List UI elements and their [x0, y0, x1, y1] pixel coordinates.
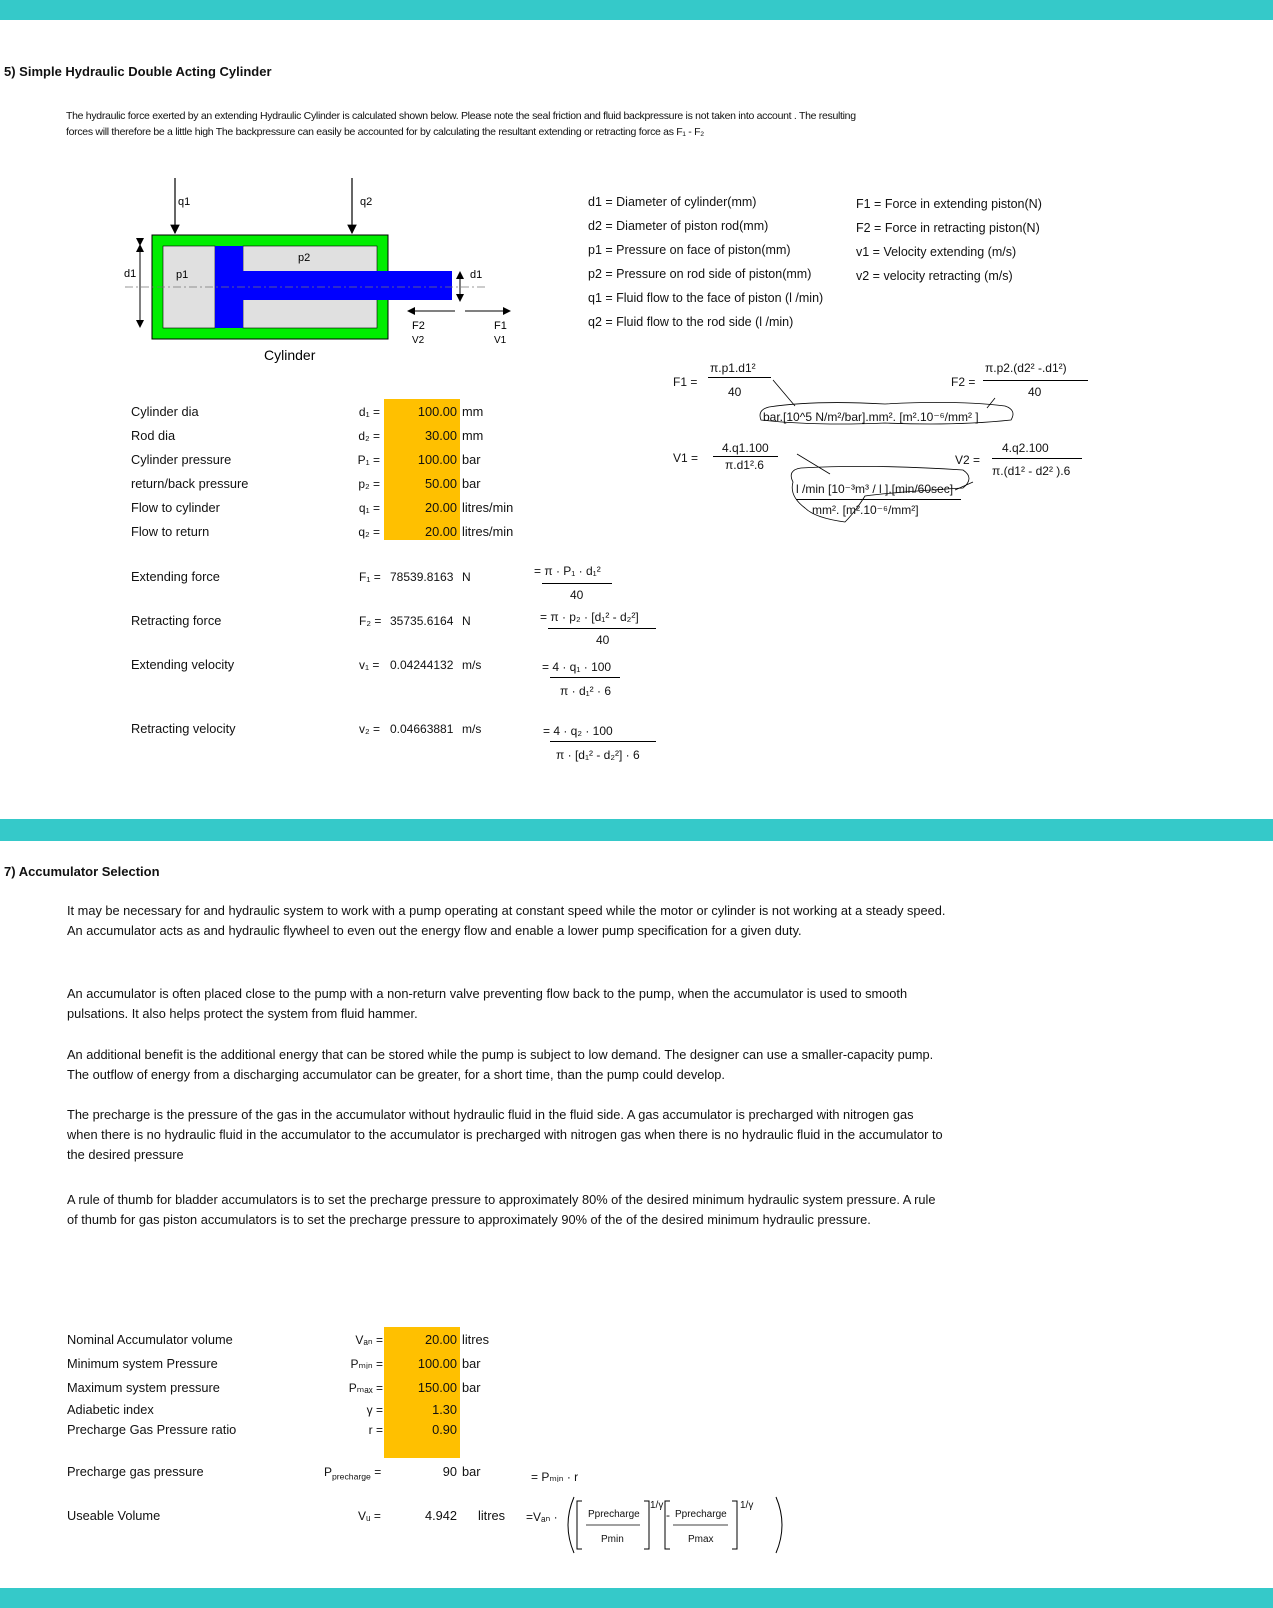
f1-den: 40 [728, 385, 742, 399]
q1-label: q1 [178, 196, 191, 208]
flow-to-cylinder-value[interactable]: 20.00 [424, 500, 457, 515]
f2-lhs: F2 = [951, 375, 976, 389]
input-label: Cylinder pressure [131, 452, 232, 467]
input-unit: mm [462, 428, 484, 443]
unit-note-1: bar.[10^5 N/m²/bar].mm². [m².10⁻⁶/mm² ] [763, 410, 979, 424]
v1-num: 4.q1.100 [722, 441, 769, 455]
section-7-title: 7) Accumulator Selection [4, 864, 160, 879]
d1-label-left: d1 [124, 268, 137, 280]
result-symbol: v₂ = [359, 722, 380, 736]
input-symbol: γ = [366, 1403, 383, 1417]
unit-note-2-den: mm². [m².10⁻⁶/mm²] [812, 503, 919, 517]
cylinder-pressure-value[interactable]: 100.00 [417, 452, 457, 467]
input-unit: bar [462, 476, 481, 491]
max-pressure-value[interactable]: 150.00 [417, 1380, 457, 1395]
paragraph: An additional benefit is the additional energy that can be stored while the pump is subject to low demand. The designer can use a smaller-capacity pump. The outflow of energy from a discharging accumulator can be greater, for a short time, than the pump could develop. [67, 1047, 934, 1082]
useable-volume-label: Useable Volume [67, 1508, 161, 1523]
result-label: Extending force [131, 569, 220, 584]
bottom-band [0, 1588, 1273, 1608]
input-label: Maximum system pressure [67, 1380, 220, 1395]
f1-num: π.p1.d1² [710, 361, 756, 375]
top-band [0, 0, 1273, 20]
v2-den: π.(d1² - d2² ).6 [992, 464, 1071, 478]
extending-velocity-value: 0.04244132 [390, 658, 454, 672]
adiabatic-index-value[interactable]: 1.30 [432, 1402, 457, 1417]
result-formula-den: 40 [596, 633, 610, 647]
input-label: Adiabetic index [67, 1402, 154, 1417]
q2-label: q2 [360, 196, 373, 208]
input-symbol: q₁ = [358, 501, 380, 515]
formula-exp-2: 1/γ [740, 1500, 754, 1511]
unit-note-2-num: l /min [10⁻³m³ / l ].[min/60sec] [796, 482, 954, 496]
v2-num: 4.q2.100 [1002, 441, 1049, 455]
precharge-symbol: $P_{precharge}$ = [324, 1465, 382, 1482]
precharge-value: 90 [442, 1464, 457, 1479]
legend-item: F1 = Force in extending piston(N) [856, 197, 1042, 211]
section-5-intro-line-1: The hydraulic force exerted by an extending Hydraulic Cylinder is calculated shown below. Please note the seal friction and fluid backpressure is not taken into account . The resulting [66, 110, 856, 122]
input-symbol: r = [368, 1423, 383, 1437]
formula-lead: =Vₐₙ · [526, 1510, 558, 1524]
input-symbol: Pₘₐₓ = [348, 1381, 383, 1395]
precharge-label: Precharge gas pressure [67, 1464, 204, 1479]
section-5-title: 5) Simple Hydraulic Double Acting Cylinder [4, 64, 272, 79]
input-symbol: q₂ = [358, 525, 380, 539]
v2-label: V2 [412, 335, 425, 346]
result-symbol: v₁ = [359, 658, 380, 672]
back-pressure-value[interactable]: 50.00 [424, 476, 457, 491]
paragraph: A rule of thumb for bladder accumulators is to set the precharge pressure to approximately 80% of the desired minimum hydraulic system pressure. A rule of thumb for gas piston accumulators is to set the precharge pressure to approximately 90% of the of the desired minimum hydraulic pressure. [67, 1192, 936, 1227]
result-formula-num: = π · P₁ · d₁² [534, 564, 601, 578]
f1-label: F1 [494, 320, 507, 332]
input-unit: mm [462, 404, 484, 419]
cylinder-dia-value[interactable]: 100.00 [417, 404, 457, 419]
legend-item: q2 = Fluid flow to the rod side (l /min) [588, 315, 794, 329]
precharge-formula: = Pₘᵢₙ · r [531, 1470, 579, 1484]
formula-den-1: Pmin [601, 1534, 624, 1545]
input-symbol: Vₐₙ = [355, 1333, 383, 1347]
f2-num: π.p2.(d2² -.d1²) [985, 361, 1067, 375]
input-symbol: P₁ = [357, 453, 380, 467]
result-formula-den: π · d₁² · 6 [560, 684, 611, 698]
extending-force-value: 78539.8163 [390, 570, 454, 584]
input-unit: litres [462, 1332, 490, 1347]
v1-label: V1 [494, 335, 507, 346]
v1-den: π.d1².6 [725, 458, 764, 472]
cylinder-caption: Cylinder [264, 347, 316, 363]
legend-item: F2 = Force in retracting piston(N) [856, 221, 1040, 235]
precharge-unit: bar [462, 1464, 481, 1479]
f2-den: 40 [1028, 385, 1042, 399]
paragraph: An accumulator is often placed close to the pump with a non-return valve preventing flow back to the pump, when the accumulator is used to smooth pulsations. It also helps protect the system from fluid hammer. [67, 986, 908, 1021]
flow-to-return-value[interactable]: 20.00 [424, 524, 457, 539]
input-label: Flow to return [131, 524, 210, 539]
result-symbol: F₁ = [359, 570, 381, 584]
input-unit: bar [462, 1380, 481, 1395]
input-label: Cylinder dia [131, 404, 199, 419]
legend-item: q1 = Fluid flow to the face of piston (l /min) [588, 291, 824, 305]
p1-label: p1 [176, 269, 189, 281]
result-formula-num: = π · p₂ · [d₁² - d₂²] [540, 610, 639, 624]
input-label: Flow to cylinder [131, 500, 220, 515]
input-label: Precharge Gas Pressure ratio [67, 1422, 237, 1437]
v1-lhs: V1 = [673, 451, 699, 465]
result-label: Extending velocity [131, 657, 235, 672]
f1-lhs: F1 = [673, 375, 698, 389]
input-unit: bar [462, 452, 481, 467]
result-unit: m/s [462, 722, 482, 736]
useable-volume-value: 4.942 [424, 1508, 457, 1523]
legend-item: v1 = Velocity extending (m/s) [856, 245, 1017, 259]
precharge-ratio-value[interactable]: 0.90 [432, 1422, 457, 1437]
result-formula-den: π · [d₁² - d₂²] · 6 [556, 748, 640, 762]
input-label: Minimum system Pressure [67, 1356, 218, 1371]
cylinder-diagram [110, 175, 540, 375]
middle-band [0, 819, 1273, 841]
input-symbol: d₂ = [358, 429, 380, 443]
formula-minus: - [666, 1508, 670, 1522]
input-label: Rod dia [131, 428, 176, 443]
retracting-velocity-value: 0.04663881 [390, 722, 454, 736]
result-unit: m/s [462, 658, 482, 672]
formula-num-2: Pprecharge [675, 1509, 727, 1520]
input-label: return/back pressure [131, 476, 249, 491]
piston-rod [243, 271, 452, 300]
section-5-intro-line-2: forces will therefore be a little high The backpressure can easily be accounted for by calculating the resultant extending or retracting force as F₁ - F₂ [66, 126, 704, 138]
retracting-force-value: 35735.6164 [390, 614, 454, 628]
legend-item: p2 = Pressure on rod side of piston(mm) [588, 267, 812, 281]
d1-label-rod: d1 [470, 269, 483, 281]
rod-dia-value[interactable]: 30.00 [424, 428, 457, 443]
result-unit: N [462, 614, 471, 628]
legend-item: d1 = Diameter of cylinder(mm) [588, 195, 757, 209]
input-unit: litres/min [462, 500, 514, 515]
result-formula-num: = 4 · q₂ · 100 [543, 724, 613, 738]
paragraph: The precharge is the pressure of the gas in the accumulator without hydraulic fluid in the fluid side. A gas accumulator is precharged with nitrogen gas when there is no hydraulic fluid in the accumulator to the accumulator is precharged with nitrogen gas when there is no hydraulic fluid in the accumulator to the desired pressure [67, 1107, 943, 1162]
min-pressure-value[interactable]: 100.00 [417, 1356, 457, 1371]
input-symbol: Pₘᵢₙ = [350, 1357, 383, 1371]
legend-item: v2 = velocity retracting (m/s) [856, 269, 1013, 283]
useable-volume-symbol: Vᵤ = [358, 1509, 381, 1523]
v2-lhs: V2 = [955, 453, 981, 467]
nominal-volume-value[interactable]: 20.00 [424, 1332, 457, 1347]
p2-label: p2 [298, 252, 311, 264]
result-label: Retracting force [131, 613, 222, 628]
input-symbol: d₁ = [358, 405, 380, 419]
result-label: Retracting velocity [131, 721, 236, 736]
result-formula-num: = 4 · q₁ · 100 [542, 660, 612, 674]
formula-den-2: Pmax [688, 1534, 714, 1545]
input-unit: litres/min [462, 524, 514, 539]
paragraph: It may be necessary for and hydraulic system to work with a pump operating at constant speed while the motor or cylinder is not working at a steady speed. An accumulator acts as and hydraulic flywheel to even out the energy flow and enable a lower pump specification for a given duty. [67, 903, 946, 938]
legend-item: p1 = Pressure on face of piston(mm) [588, 243, 791, 257]
formula-exp-1: 1/γ [650, 1500, 664, 1511]
input-unit: bar [462, 1356, 481, 1371]
useable-volume-unit: litres [478, 1508, 506, 1523]
input-symbol: p₂ = [358, 477, 380, 491]
result-formula-den: 40 [570, 588, 584, 602]
legend-item: d2 = Diameter of piston rod(mm) [588, 219, 769, 233]
f2-label: F2 [412, 320, 425, 332]
input-label: Nominal Accumulator volume [67, 1332, 233, 1347]
formula-num-1: Pprecharge [588, 1509, 640, 1520]
result-unit: N [462, 570, 471, 584]
input-highlight-cylinder [384, 399, 460, 540]
result-symbol: F₂ = [359, 614, 382, 628]
formula-brackets [560, 1493, 790, 1557]
